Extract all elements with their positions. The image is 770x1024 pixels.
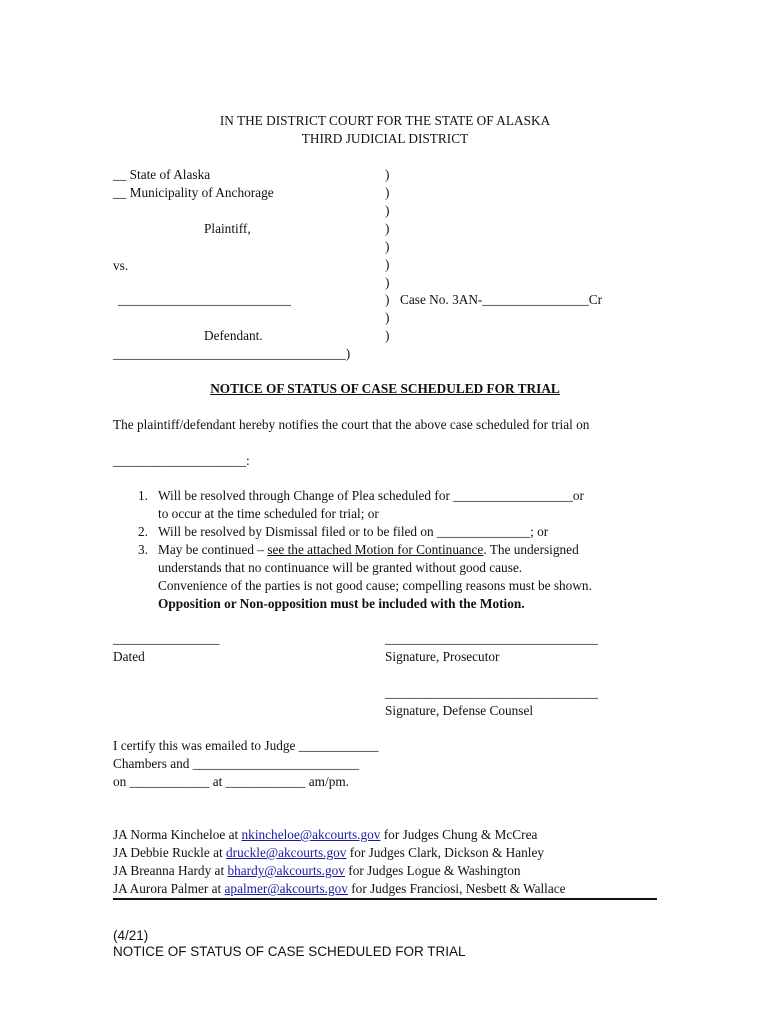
contact-ruckle	[113, 844, 544, 862]
contact-name: JA Norma Kincheloe at	[113, 827, 242, 842]
contact-hardy	[113, 862, 521, 880]
court-name: IN THE DISTRICT COURT FOR THE STATE OF ALASKA	[219, 113, 551, 128]
intro-text: The plaintiff/defendant hereby notifies the court that the above case scheduled for trial on	[113, 417, 590, 432]
footer-divider	[113, 898, 657, 900]
email-link[interactable]: apalmer@akcourts.gov	[224, 881, 348, 896]
trial-date-blank: ____________________:	[113, 453, 250, 468]
item-continued-post: . The undersigned	[483, 542, 579, 557]
contact-judges: for Judges Logue & Washington	[344, 863, 521, 878]
item-number: 2.	[138, 524, 148, 539]
item-number: 3.	[138, 542, 148, 557]
case-number: Case No. 3AN-________________Cr	[400, 292, 603, 307]
defendant-label: Defendant.	[204, 328, 263, 343]
caption-paren: )	[385, 203, 390, 218]
item-continued-line3: Convenience of the parties is not good cause; compelling reasons must be shown.	[158, 578, 592, 593]
caption-paren: )	[385, 310, 390, 325]
contact-palmer	[113, 880, 566, 898]
certify-line1: I certify this was emailed to Judge ____________	[113, 738, 379, 753]
contact-name: JA Debbie Ruckle at	[113, 845, 226, 860]
contact-judges: for Judges Franciosi, Nesbett & Wallace	[347, 881, 566, 896]
motion-for-continuance-link[interactable]: see the attached Motion for Continuance	[267, 542, 484, 557]
defense-signature-line: ________________________________	[385, 685, 598, 700]
caption-paren: )	[385, 292, 390, 307]
item-change-of-plea-cont: to occur at the time scheduled for trial; or	[158, 506, 379, 521]
caption-paren: )	[385, 167, 390, 182]
district-name: THIRD JUDICIAL DISTRICT	[301, 131, 469, 146]
form-revision: (4/21)	[113, 928, 149, 943]
defendant-name-blank: __________________________	[118, 292, 291, 307]
caption-paren: )	[385, 257, 390, 272]
contact-name: JA Breanna Hardy at	[113, 863, 228, 878]
vs-label: vs.	[113, 258, 129, 273]
caption-paren: )	[385, 328, 390, 343]
item-dismissal: Will be resolved by Dismissal filed or to be filed on ______________; or	[158, 524, 549, 539]
contact-judges: for Judges Clark, Dickson & Hanley	[346, 845, 545, 860]
option-municipality: __ Municipality of Anchorage	[113, 185, 274, 200]
item-continued-line4: Opposition or Non-opposition must be included with the Motion.	[158, 596, 525, 611]
certify-line2: Chambers and _________________________	[113, 756, 359, 771]
dated-blank: ________________	[113, 631, 220, 646]
item-continued-pre: May be continued –	[158, 542, 268, 557]
plaintiff-label: Plaintiff,	[204, 221, 251, 236]
option-state-of-alaska: __ State of Alaska	[113, 167, 211, 182]
contact-judges: for Judges Chung & McCrea	[380, 827, 538, 842]
item-continued	[158, 541, 579, 559]
defense-signature-label: Signature, Defense Counsel	[385, 703, 534, 718]
contact-name: JA Aurora Palmer at	[113, 881, 225, 896]
caption-paren: )	[385, 185, 390, 200]
caption-paren: )	[385, 221, 390, 236]
prosecutor-signature-label: Signature, Prosecutor	[385, 649, 500, 664]
notice-title: NOTICE OF STATUS OF CASE SCHEDULED FOR TRIAL	[210, 381, 560, 396]
item-number: 1.	[138, 488, 148, 503]
email-link[interactable]: bhardy@akcourts.gov	[227, 863, 345, 878]
item-continued-line2: understands that no continuance will be granted without good cause.	[158, 560, 523, 575]
form-title-footer: NOTICE OF STATUS OF CASE SCHEDULED FOR TRIAL	[113, 944, 466, 959]
caption-bottom-rule: ___________________________________)	[113, 346, 351, 361]
email-link[interactable]: druckle@akcourts.gov	[226, 845, 347, 860]
caption-paren: )	[385, 239, 390, 254]
caption-paren: )	[385, 275, 390, 290]
dated-label: Dated	[113, 649, 145, 664]
email-link[interactable]: nkincheloe@akcourts.gov	[241, 827, 381, 842]
certify-line3: on ____________ at ____________ am/pm.	[113, 774, 350, 789]
contact-kincheloe	[113, 826, 537, 844]
prosecutor-signature-line: ________________________________	[385, 631, 598, 646]
item-change-of-plea: Will be resolved through Change of Plea scheduled for __________________or	[158, 488, 584, 503]
